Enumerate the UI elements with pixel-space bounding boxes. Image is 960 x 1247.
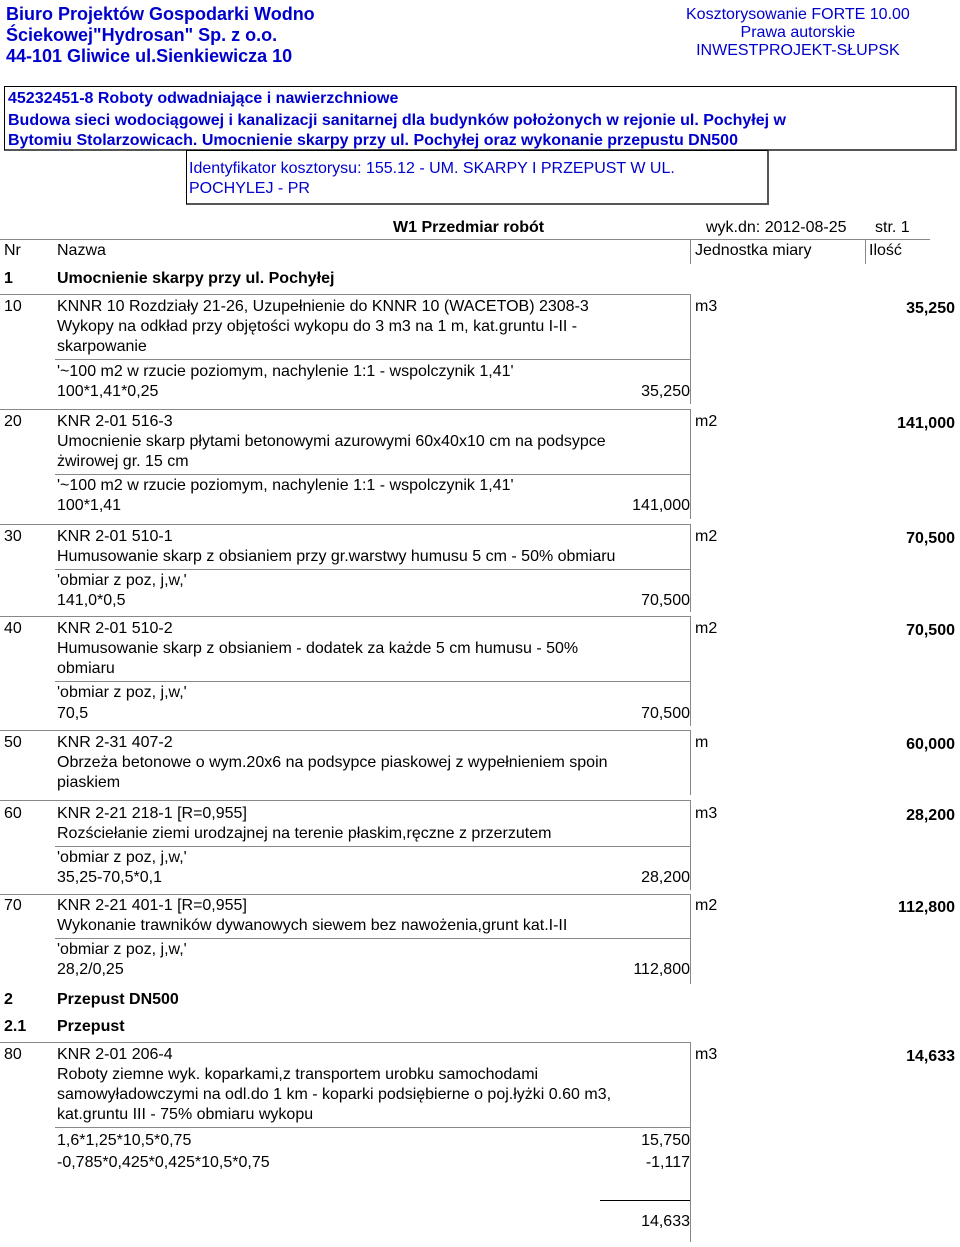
item-nr: 20 — [4, 413, 22, 430]
item-quantity: 60,000 — [906, 736, 955, 753]
section-title: Przepust DN500 — [57, 991, 179, 1008]
row-rule — [0, 730, 690, 731]
item-quantity: 35,250 — [906, 300, 955, 317]
item-description: Roboty ziemne wyk. koparkami,z transportem urobku samochodami — [57, 1066, 539, 1083]
item-quantity: 70,500 — [906, 622, 955, 639]
item-note: 'obmiar z poz, j,w,' — [57, 941, 187, 958]
section-nr: 2.1 — [4, 1018, 27, 1035]
item-description: żwirowej gr. 15 cm — [57, 453, 189, 470]
company-line1: Biuro Projektów Gospodarki Wodno — [6, 4, 315, 24]
column-divider — [690, 616, 691, 726]
item-code: KNNR 10 Rozdziały 21-26, Uzupełnienie do KNNR 10 (WACETOB) 2308-3 — [57, 298, 589, 315]
row-rule — [0, 894, 690, 895]
section-title: Przepust — [57, 1018, 125, 1035]
program-line3: INWESTPROJEKT-SŁUPSK — [696, 42, 900, 59]
company-name — [6, 4, 315, 67]
calc-value: -1,117 — [645, 1154, 690, 1171]
item-unit: m3 — [695, 1046, 718, 1063]
item-nr: 40 — [4, 620, 22, 637]
header-line3: Bytomiu Stolarzowicach. Umocnienie skarpy przy ul. Pochyłej oraz wykonanie przepustu DN500 — [8, 132, 738, 149]
item-description: Humusowanie skarp z obsianiem - dodatek za każde 5 cm humusu - 50% — [57, 640, 579, 657]
column-divider — [690, 1042, 691, 1242]
column-header-unit: Jednostka miary — [695, 242, 812, 259]
item-quantity: 70,500 — [906, 530, 955, 547]
calc-value: 70,500 — [641, 592, 690, 609]
item-description: Humusowanie skarp z obsianiem przy gr.warstwy humusu 5 cm - 50% obmiaru — [57, 548, 616, 565]
item-unit: m3 — [695, 298, 718, 315]
column-divider — [690, 409, 691, 519]
header-line1: 45232451-8 Roboty odwadniające i nawierzchniowe — [8, 90, 399, 107]
calc-expression: 141,0*0,5 — [57, 592, 126, 609]
column-divider — [865, 240, 866, 264]
item-code: KNR 2-01 516-3 — [57, 413, 173, 430]
calc-value: 112,800 — [633, 961, 690, 978]
item-quantity: 141,000 — [897, 415, 955, 432]
item-description: piaskiem — [57, 774, 121, 791]
program-line1: Kosztorysowanie FORTE 10.00 — [686, 6, 910, 23]
calc-value: 141,000 — [632, 497, 690, 514]
column-divider — [690, 894, 691, 984]
item-note: 'obmiar z poz, j,w,' — [57, 849, 187, 866]
calc-expression: 100*1,41 — [57, 497, 122, 514]
item-note: 'obmiar z poz, j,w,' — [57, 684, 187, 701]
row-rule — [0, 616, 690, 617]
row-rule — [0, 1042, 690, 1043]
item-code: KNR 2-21 218-1 [R=0,955] — [57, 805, 247, 822]
item-description: samowyładowczymi na odl.do 1 km - koparki podsiębierne o poj.łyżki 0.60 m3, — [57, 1086, 612, 1103]
column-divider — [690, 730, 691, 795]
item-code: KNR 2-01 206-4 — [57, 1046, 173, 1063]
item-unit: m2 — [695, 413, 718, 430]
item-nr: 70 — [4, 897, 22, 914]
program-info — [686, 6, 910, 60]
column-divider — [690, 240, 691, 264]
column-header-qty: Ilość — [869, 242, 902, 259]
item-unit: m2 — [695, 620, 718, 637]
column-header-nr: Nr — [4, 242, 21, 259]
calc-sum: 14,633 — [641, 1213, 690, 1230]
row-rule — [0, 524, 690, 525]
calc-value: 28,200 — [641, 869, 690, 886]
header-line2: Budowa sieci wodociągowej i kanalizacji sanitarnej dla budynków położonych w rejonie ul. Pochyłej w — [8, 112, 786, 129]
item-unit: m3 — [695, 805, 718, 822]
item-note: '~100 m2 w rzucie poziomym, nachylenie 1:1 - wspolczynik 1,41' — [57, 477, 514, 494]
item-quantity: 112,800 — [898, 899, 955, 916]
item-description: Umocnienie skarp płytami betonowymi azurowymi 60x40x10 cm na podsypce — [57, 433, 606, 450]
calc-value: 15,750 — [641, 1132, 690, 1149]
row-rule — [0, 409, 690, 410]
calc-expression: 28,2/0,25 — [57, 961, 124, 978]
item-code: KNR 2-31 407-2 — [57, 734, 173, 751]
section-nr: 2 — [4, 991, 13, 1008]
page-number: str. 1 — [875, 219, 910, 236]
item-note: 'obmiar z poz, j,w,' — [57, 572, 187, 589]
item-nr: 60 — [4, 805, 22, 822]
column-header-name: Nazwa — [57, 242, 106, 259]
row-rule — [55, 569, 690, 570]
item-quantity: 14,633 — [906, 1048, 955, 1065]
item-nr: 10 — [4, 298, 22, 315]
calc-value: 70,500 — [641, 705, 690, 722]
sum-rule — [600, 1200, 690, 1201]
item-description: Rozściełanie ziemi urodzajnej na terenie płaskim,ręczne z przerzutem — [57, 825, 552, 842]
section-nr: 1 — [4, 270, 13, 287]
row-rule — [55, 359, 690, 360]
item-description: Wykonanie trawników dywanowych siewem bez nawożenia,grunt kat.I-II — [57, 917, 568, 934]
item-code: KNR 2-21 401-1 [R=0,955] — [57, 897, 247, 914]
item-unit: m2 — [695, 528, 718, 545]
company-line3: 44-101 Gliwice ul.Sienkiewicza 10 — [6, 46, 293, 66]
item-description: kat.gruntu III - 75% obmiaru wykopu — [57, 1106, 314, 1123]
row-rule — [55, 474, 690, 475]
item-nr: 50 — [4, 734, 22, 751]
item-code: KNR 2-01 510-1 — [57, 528, 173, 545]
company-line2: Ściekowej"Hydrosan" Sp. z o.o. — [6, 25, 278, 45]
item-description: Wykopy na odkład przy objętości wykopu do 3 m3 na 1 m, kat.gruntu I-II - — [57, 318, 578, 335]
row-rule — [55, 1127, 690, 1128]
column-divider — [690, 294, 691, 404]
row-rule — [0, 294, 690, 295]
column-divider — [690, 800, 691, 890]
item-note: '~100 m2 w rzucie poziomym, nachylenie 1:1 - wspolczynik 1,41' — [57, 363, 514, 380]
item-code: KNR 2-01 510-2 — [57, 620, 173, 637]
identifier-line2: POCHYLEJ - PR — [189, 180, 310, 197]
item-unit: m — [695, 734, 709, 751]
row-rule — [55, 846, 690, 847]
column-divider — [690, 524, 691, 612]
calc-expression: 70,5 — [57, 705, 89, 722]
item-description: skarpowanie — [57, 338, 147, 355]
section-title: Umocnienie skarpy przy ul. Pochyłej — [57, 270, 335, 287]
calc-expression: 1,6*1,25*10,5*0,75 — [57, 1132, 192, 1149]
document-title: W1 Przedmiar robót — [393, 219, 545, 236]
calc-expression: 35,25-70,5*0,1 — [57, 869, 162, 886]
item-nr: 80 — [4, 1046, 22, 1063]
document-date: wyk.dn: 2012-08-25 — [706, 219, 847, 236]
program-line2: Prawa autorskie — [740, 24, 856, 41]
item-description: obmiaru — [57, 660, 115, 677]
row-rule — [55, 938, 690, 939]
item-quantity: 28,200 — [906, 807, 955, 824]
identifier-line1: Identyfikator kosztorysu: 155.12 - UM. SKARPY I PRZEPUST W UL. — [189, 160, 675, 177]
calc-value: 35,250 — [641, 383, 690, 400]
calc-expression: -0,785*0,425*0,425*10,5*0,75 — [57, 1154, 270, 1171]
row-rule — [0, 800, 690, 801]
row-rule — [55, 681, 690, 682]
table-top-rule — [0, 239, 930, 240]
item-description: Obrzeża betonowe o wym.20x6 na podsypce piaskowej z wypełnieniem spoin — [57, 754, 608, 771]
item-nr: 30 — [4, 528, 22, 545]
item-unit: m2 — [695, 897, 718, 914]
calc-expression: 100*1,41*0,25 — [57, 383, 159, 400]
